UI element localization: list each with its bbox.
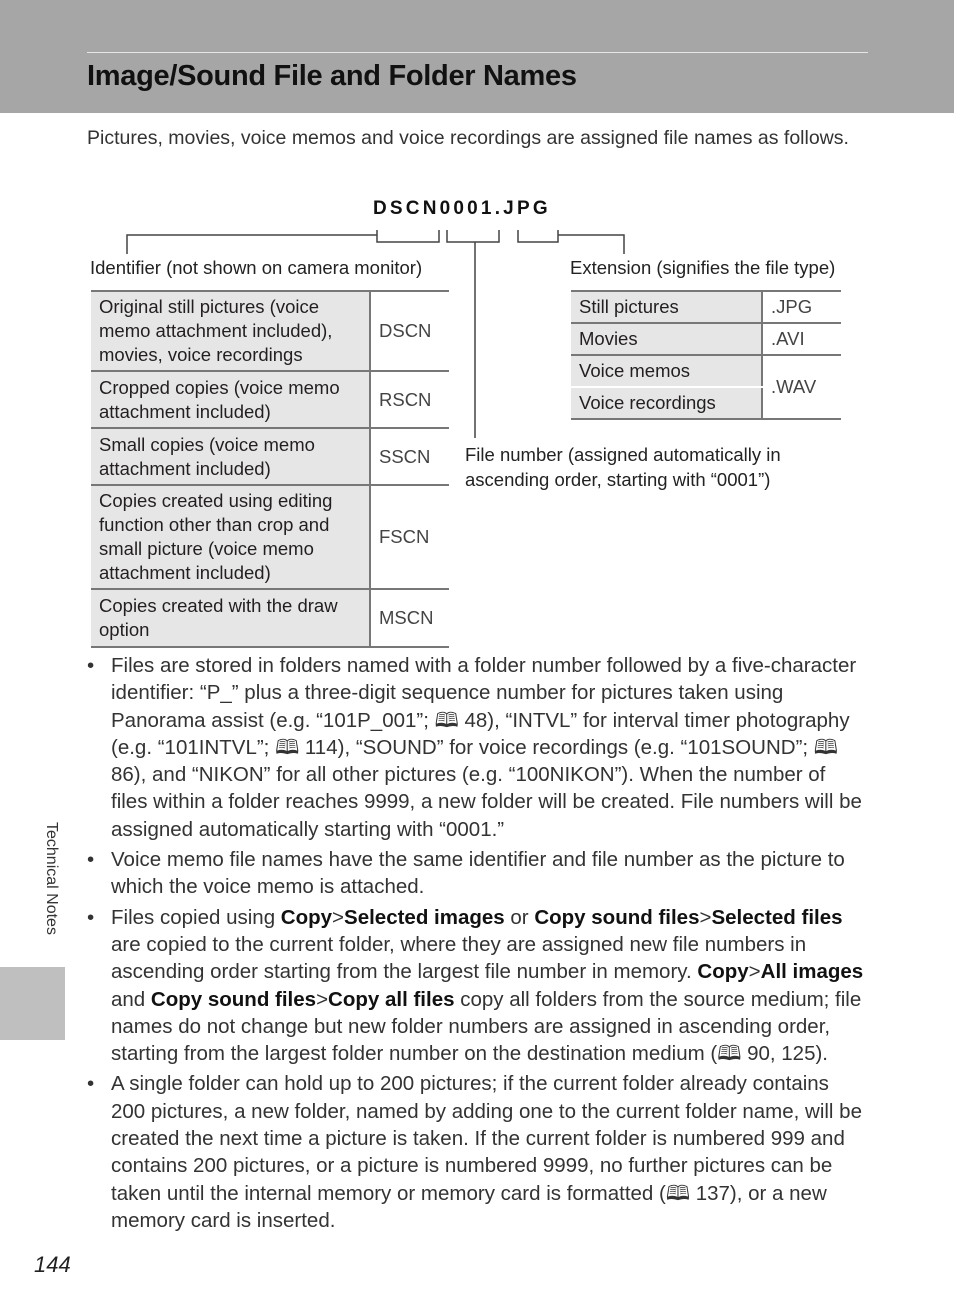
text-run: copy all folders from the source medium; file names do not change but new folder numbers are assigned in ascending order, starting from the largest folder number on the destination medium ( [111, 987, 862, 1066]
bullet-marker: • [87, 1072, 95, 1096]
table-row [91, 291, 449, 371]
identifier-table [91, 290, 449, 648]
identifier-description: Small copies (voice memo attachment included) [91, 428, 370, 485]
section-tab-label: Technical Notes [43, 822, 60, 935]
list-item [87, 904, 865, 1068]
separator: > [316, 987, 329, 1011]
page-number: 144 [34, 1252, 71, 1277]
text-run: Files copied using [111, 905, 281, 929]
identifier-code: RSCN [370, 371, 449, 428]
file-extension: .WAV [762, 355, 841, 419]
separator: > [699, 905, 712, 929]
extension-table [571, 290, 841, 420]
menu-term: Selected images [344, 905, 505, 929]
text-run: 114), “SOUND” for voice recordings (e.g. “101SOUND”; [299, 735, 814, 759]
text-run: Files are stored in folders named with a folder number followed by a five-character identifier: “P_” plus a three-digit sequence number for pictures taken using Panorama assist (e.g. “101P_001”; [111, 654, 857, 732]
filename-example: DSCN0001.JPG [373, 198, 551, 219]
text-run: Voice memo file names have the same identifier and file number as the picture to which the voice memo is attached. [111, 848, 845, 899]
table-row [91, 428, 449, 485]
file-number-label: File number (assigned automatically in ascending order, starting with “0001”) [465, 444, 781, 490]
bullet-marker: • [87, 654, 95, 677]
menu-term: Copy sound files [150, 987, 317, 1011]
identifier-code: DSCN [370, 291, 449, 371]
menu-term: Copy sound files [534, 905, 700, 929]
page-reference-icon: 🕮 [275, 735, 300, 759]
text-run: are copied to the current folder, where they are assigned new file numbers in ascending order starting from the largest file number in memory. [111, 932, 807, 984]
table-row [91, 371, 449, 428]
extension-label: Extension (signifies the file type) [570, 257, 836, 278]
table-row [91, 589, 449, 647]
page-reference-icon: 🕮 [434, 708, 459, 732]
menu-term: Copy [280, 905, 333, 929]
file-type: Voice recordings [571, 387, 762, 419]
identifier-code: FSCN [370, 485, 449, 589]
text-run: 137), or a new memory card is inserted. [111, 1181, 827, 1232]
bullet-marker: • [87, 905, 95, 929]
menu-term: Copy [697, 960, 749, 984]
text-run: 90, 125). [741, 1042, 828, 1066]
text-run: 48), “INTVL” for interval timer photography (e.g. “101INTVL”; [111, 708, 850, 759]
menu-term: Selected files [711, 905, 843, 929]
list-item [87, 1070, 865, 1234]
text-run: A single folder can hold up to 200 pictures; if the current folder already contains 200 pictures, a new folder, named by adding one to the current folder name, will be created the next time a picture is taken. If the current folder is numbered 999 and contains 200 pictures, or a picture is numbered 9999, no further pictures can be taken until the internal memory or memory card is formatted ( [111, 1072, 862, 1205]
identifier-code: MSCN [370, 589, 449, 647]
file-extension: .AVI [762, 323, 841, 355]
intro-text: Pictures, movies, voice memos and voice recordings are assigned file names as follows. [87, 127, 849, 149]
table-row [571, 323, 841, 355]
section-tab [0, 967, 65, 1040]
table-row [571, 355, 841, 387]
identifier-description: Copies created with the draw option [91, 589, 370, 647]
text-run: and [111, 987, 151, 1011]
list-item [87, 652, 865, 843]
file-type: Movies [571, 323, 762, 355]
page-title: Image/Sound File and Folder Names [87, 60, 577, 92]
file-type: Voice memos [571, 355, 762, 387]
table-row [91, 485, 449, 589]
identifier-description: Original still pictures (voice memo attachment included), movies, voice recordings [91, 291, 370, 371]
identifier-description: Copies created using editing function other than crop and small picture (voice memo attachment included) [91, 485, 370, 589]
extension-bracket [518, 230, 558, 242]
notes-list [87, 652, 865, 1237]
page-reference-icon: 🕮 [813, 735, 838, 759]
menu-term: Copy all files [328, 987, 455, 1011]
text-run: 86), and “NIKON” for all other pictures (e.g. “100NIKON”). When the number of files within a folder reaches 9999, a new folder will be created. File numbers will be assigned automatically starting with “0001.” [111, 763, 862, 841]
separator: > [748, 960, 761, 984]
identifier-description: Cropped copies (voice memo attachment included) [91, 371, 370, 428]
extension-leader [558, 235, 624, 254]
identifier-leader [127, 235, 377, 254]
bullet-marker: • [87, 848, 95, 872]
table-row [571, 291, 841, 323]
file-number-bracket [447, 230, 499, 242]
identifier-label: Identifier (not shown on camera monitor) [90, 257, 423, 278]
list-item [87, 846, 865, 901]
identifier-bracket [377, 230, 439, 242]
identifier-code: SSCN [370, 428, 449, 485]
menu-term: All images [760, 960, 864, 984]
file-type: Still pictures [571, 291, 762, 323]
page-reference-icon: 🕮 [665, 1181, 691, 1205]
file-extension: .JPG [762, 291, 841, 323]
separator: > [332, 905, 345, 929]
text-run: or [504, 905, 535, 929]
page-reference-icon: 🕮 [717, 1042, 742, 1066]
